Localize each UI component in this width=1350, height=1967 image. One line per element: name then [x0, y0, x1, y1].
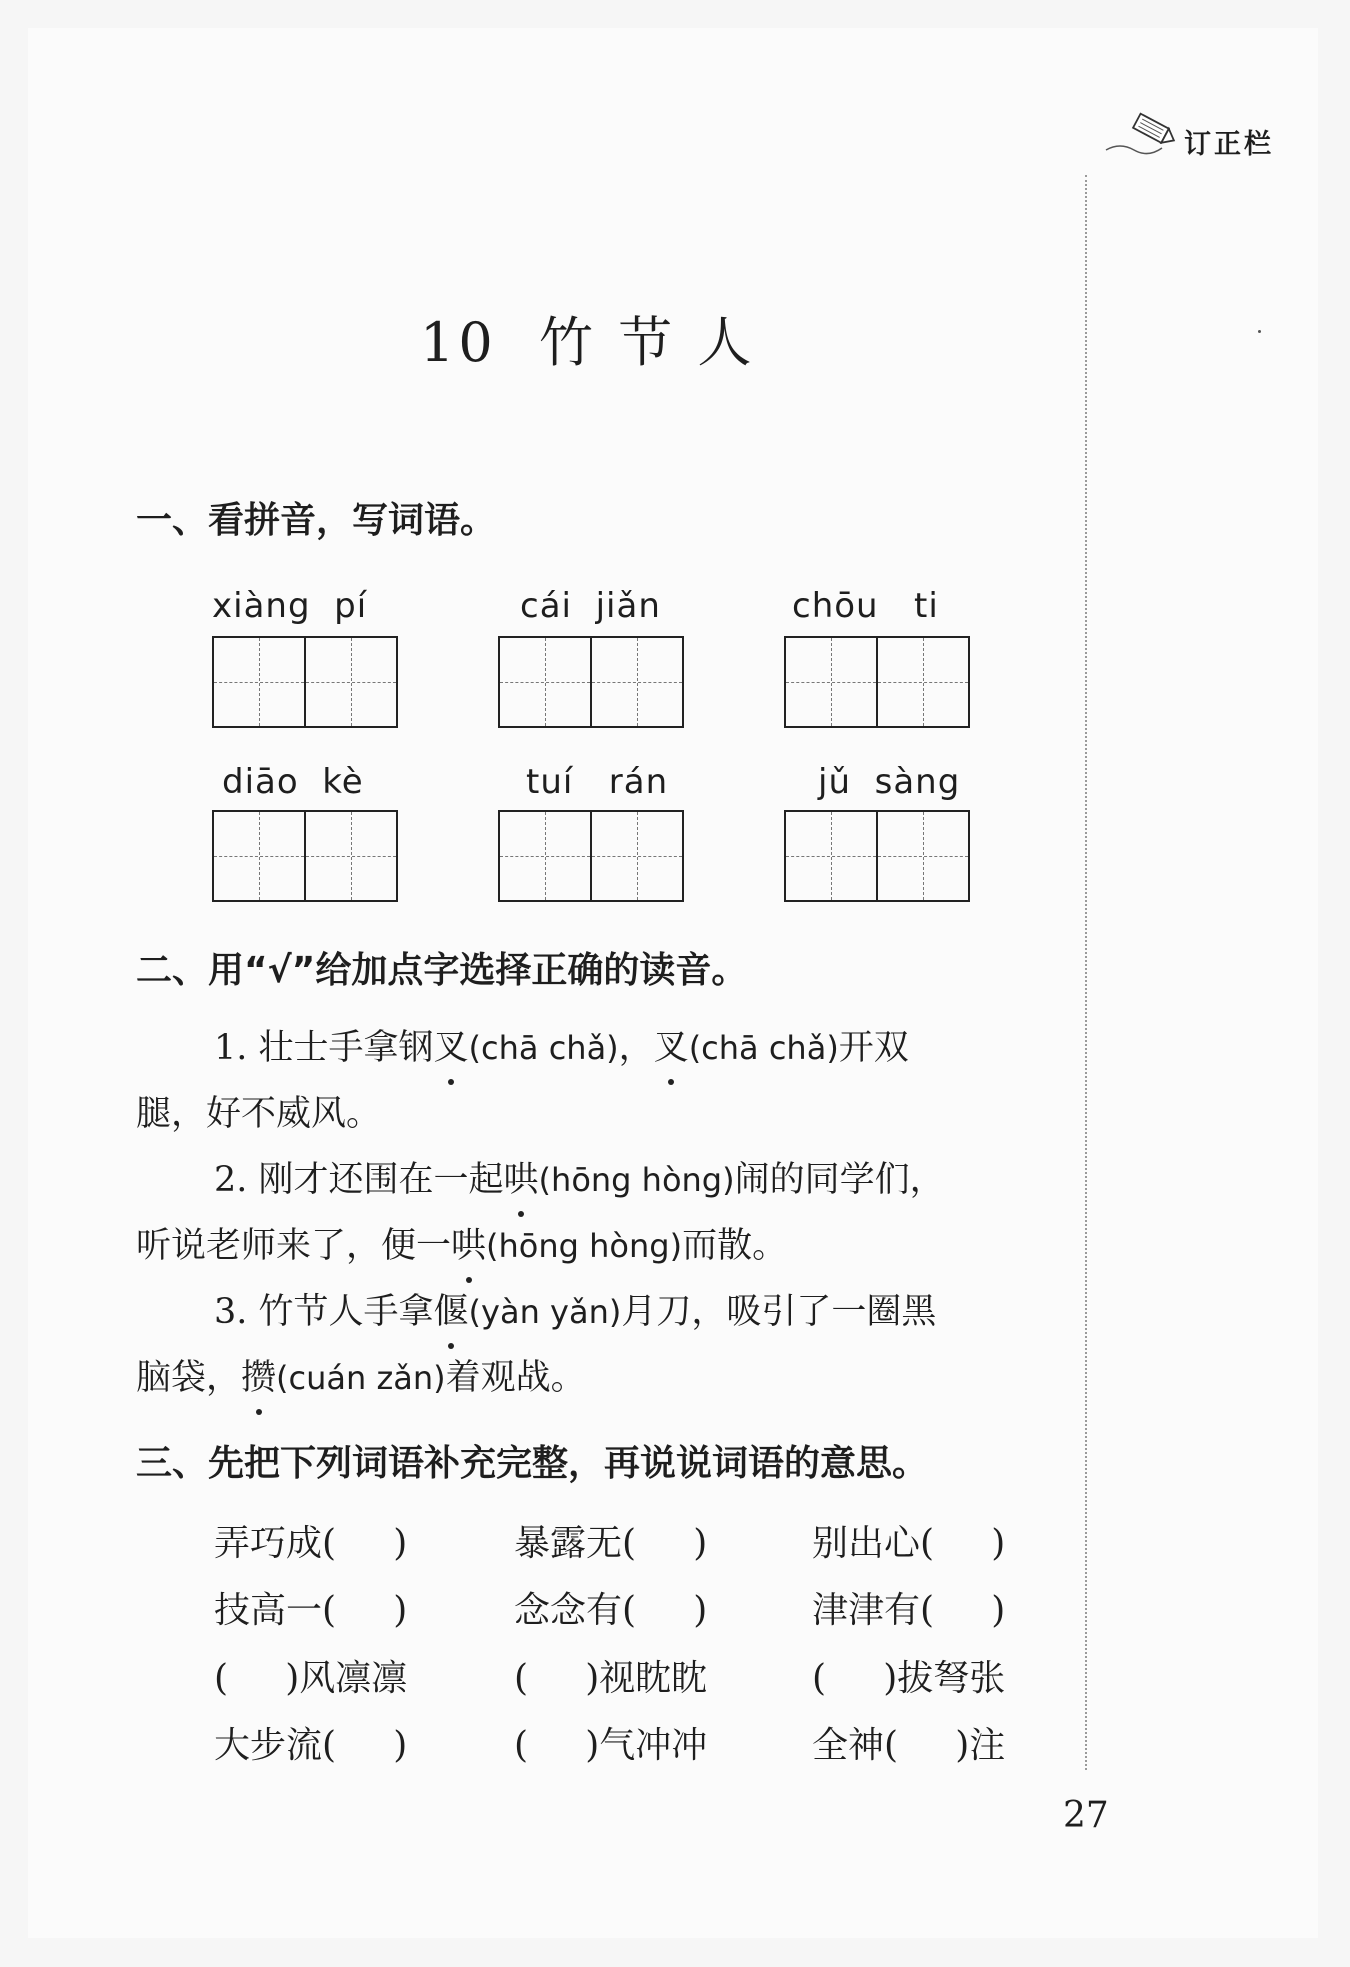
- question-line: 1. 壮士手拿钢叉(chā chǎ)，叉(chā chǎ)开双: [136, 1015, 1072, 1081]
- question-3: [136, 1279, 1072, 1411]
- pinyin-choice[interactable]: (chā chǎ): [468, 1029, 619, 1067]
- writing-grid[interactable]: [212, 810, 398, 902]
- page-number: 27: [1063, 1795, 1109, 1836]
- pinyin-label: chōu ti: [792, 586, 939, 626]
- dotted-character: 攒: [241, 1345, 276, 1411]
- writing-grid[interactable]: [498, 810, 684, 902]
- question-line: 2. 刚才还围在一起哄(hōng hòng)闹的同学们，: [136, 1147, 1072, 1213]
- margin-dot: [1258, 330, 1261, 333]
- idiom-blank[interactable]: 全神( )注: [812, 1725, 1006, 1766]
- question-line: 听说老师来了，便一哄(hōng hòng)而散。: [136, 1213, 1072, 1279]
- pinyin-label: jǔ sàng: [818, 762, 961, 802]
- idiom-blank[interactable]: 津津有( ): [812, 1590, 1006, 1631]
- correction-header: [1100, 104, 1310, 164]
- dotted-character: 叉: [654, 1015, 689, 1081]
- pinyin-label: cái jiǎn: [520, 586, 661, 626]
- pinyin-choice[interactable]: (hōng hòng): [486, 1227, 683, 1265]
- pinyin-choice[interactable]: (cuán zǎn): [276, 1359, 446, 1397]
- correction-divider: [1085, 175, 1087, 1770]
- lesson-title: 10 竹 节 人: [420, 311, 756, 374]
- pinyin-choice[interactable]: (hōng hòng): [538, 1161, 735, 1199]
- pinyin-label: diāo kè: [222, 762, 364, 802]
- idiom-blank[interactable]: 弄巧成( ): [214, 1523, 408, 1564]
- writing-grid[interactable]: [784, 810, 970, 902]
- question-line: 3. 竹节人手拿偃(yàn yǎn)月刀，吸引了一圈黑: [136, 1279, 1072, 1345]
- question-line: 腿，好不威风。: [136, 1094, 382, 1134]
- section3-heading: 三、先把下列词语补充完整，再说说词语的意思。: [136, 1443, 929, 1484]
- idiom-blank[interactable]: ( )气冲冲: [514, 1725, 708, 1766]
- section1-heading: 一、看拼音，写词语。: [136, 500, 497, 541]
- question-line: 脑袋，攒(cuán zǎn)着观战。: [136, 1345, 1072, 1411]
- idiom-blank[interactable]: ( )风凛凛: [214, 1658, 408, 1699]
- pencil-icon: [1100, 108, 1190, 158]
- dotted-character: 哄: [504, 1147, 539, 1213]
- section2-heading: 二、用“√”给加点字选择正确的读音。: [136, 950, 748, 991]
- idiom-blank[interactable]: 技高一( ): [214, 1590, 408, 1631]
- idiom-blank[interactable]: 念念有( ): [514, 1590, 708, 1631]
- dotted-character: 叉: [434, 1015, 469, 1081]
- writing-grid[interactable]: [498, 636, 684, 728]
- idiom-blank[interactable]: ( )拔弩张: [812, 1658, 1006, 1699]
- dotted-character: 哄: [451, 1213, 486, 1279]
- idiom-blank[interactable]: 别出心( ): [812, 1523, 1006, 1564]
- idiom-blank[interactable]: 暴露无( ): [514, 1523, 708, 1564]
- writing-grid[interactable]: [212, 636, 398, 728]
- correction-label: 订正栏: [1184, 129, 1274, 160]
- question-2: [136, 1147, 1072, 1279]
- question-1: [136, 1015, 1072, 1147]
- idiom-blank[interactable]: ( )视眈眈: [514, 1658, 708, 1699]
- idiom-blank[interactable]: 大步流( ): [214, 1725, 408, 1766]
- writing-grid[interactable]: [784, 636, 970, 728]
- pinyin-choice[interactable]: (chā chǎ): [688, 1029, 839, 1067]
- pinyin-label: xiàng pí: [212, 586, 368, 626]
- pinyin-choice[interactable]: (yàn yǎn): [468, 1293, 622, 1331]
- dotted-character: 偃: [434, 1279, 469, 1345]
- pinyin-label: tuí rán: [526, 762, 669, 802]
